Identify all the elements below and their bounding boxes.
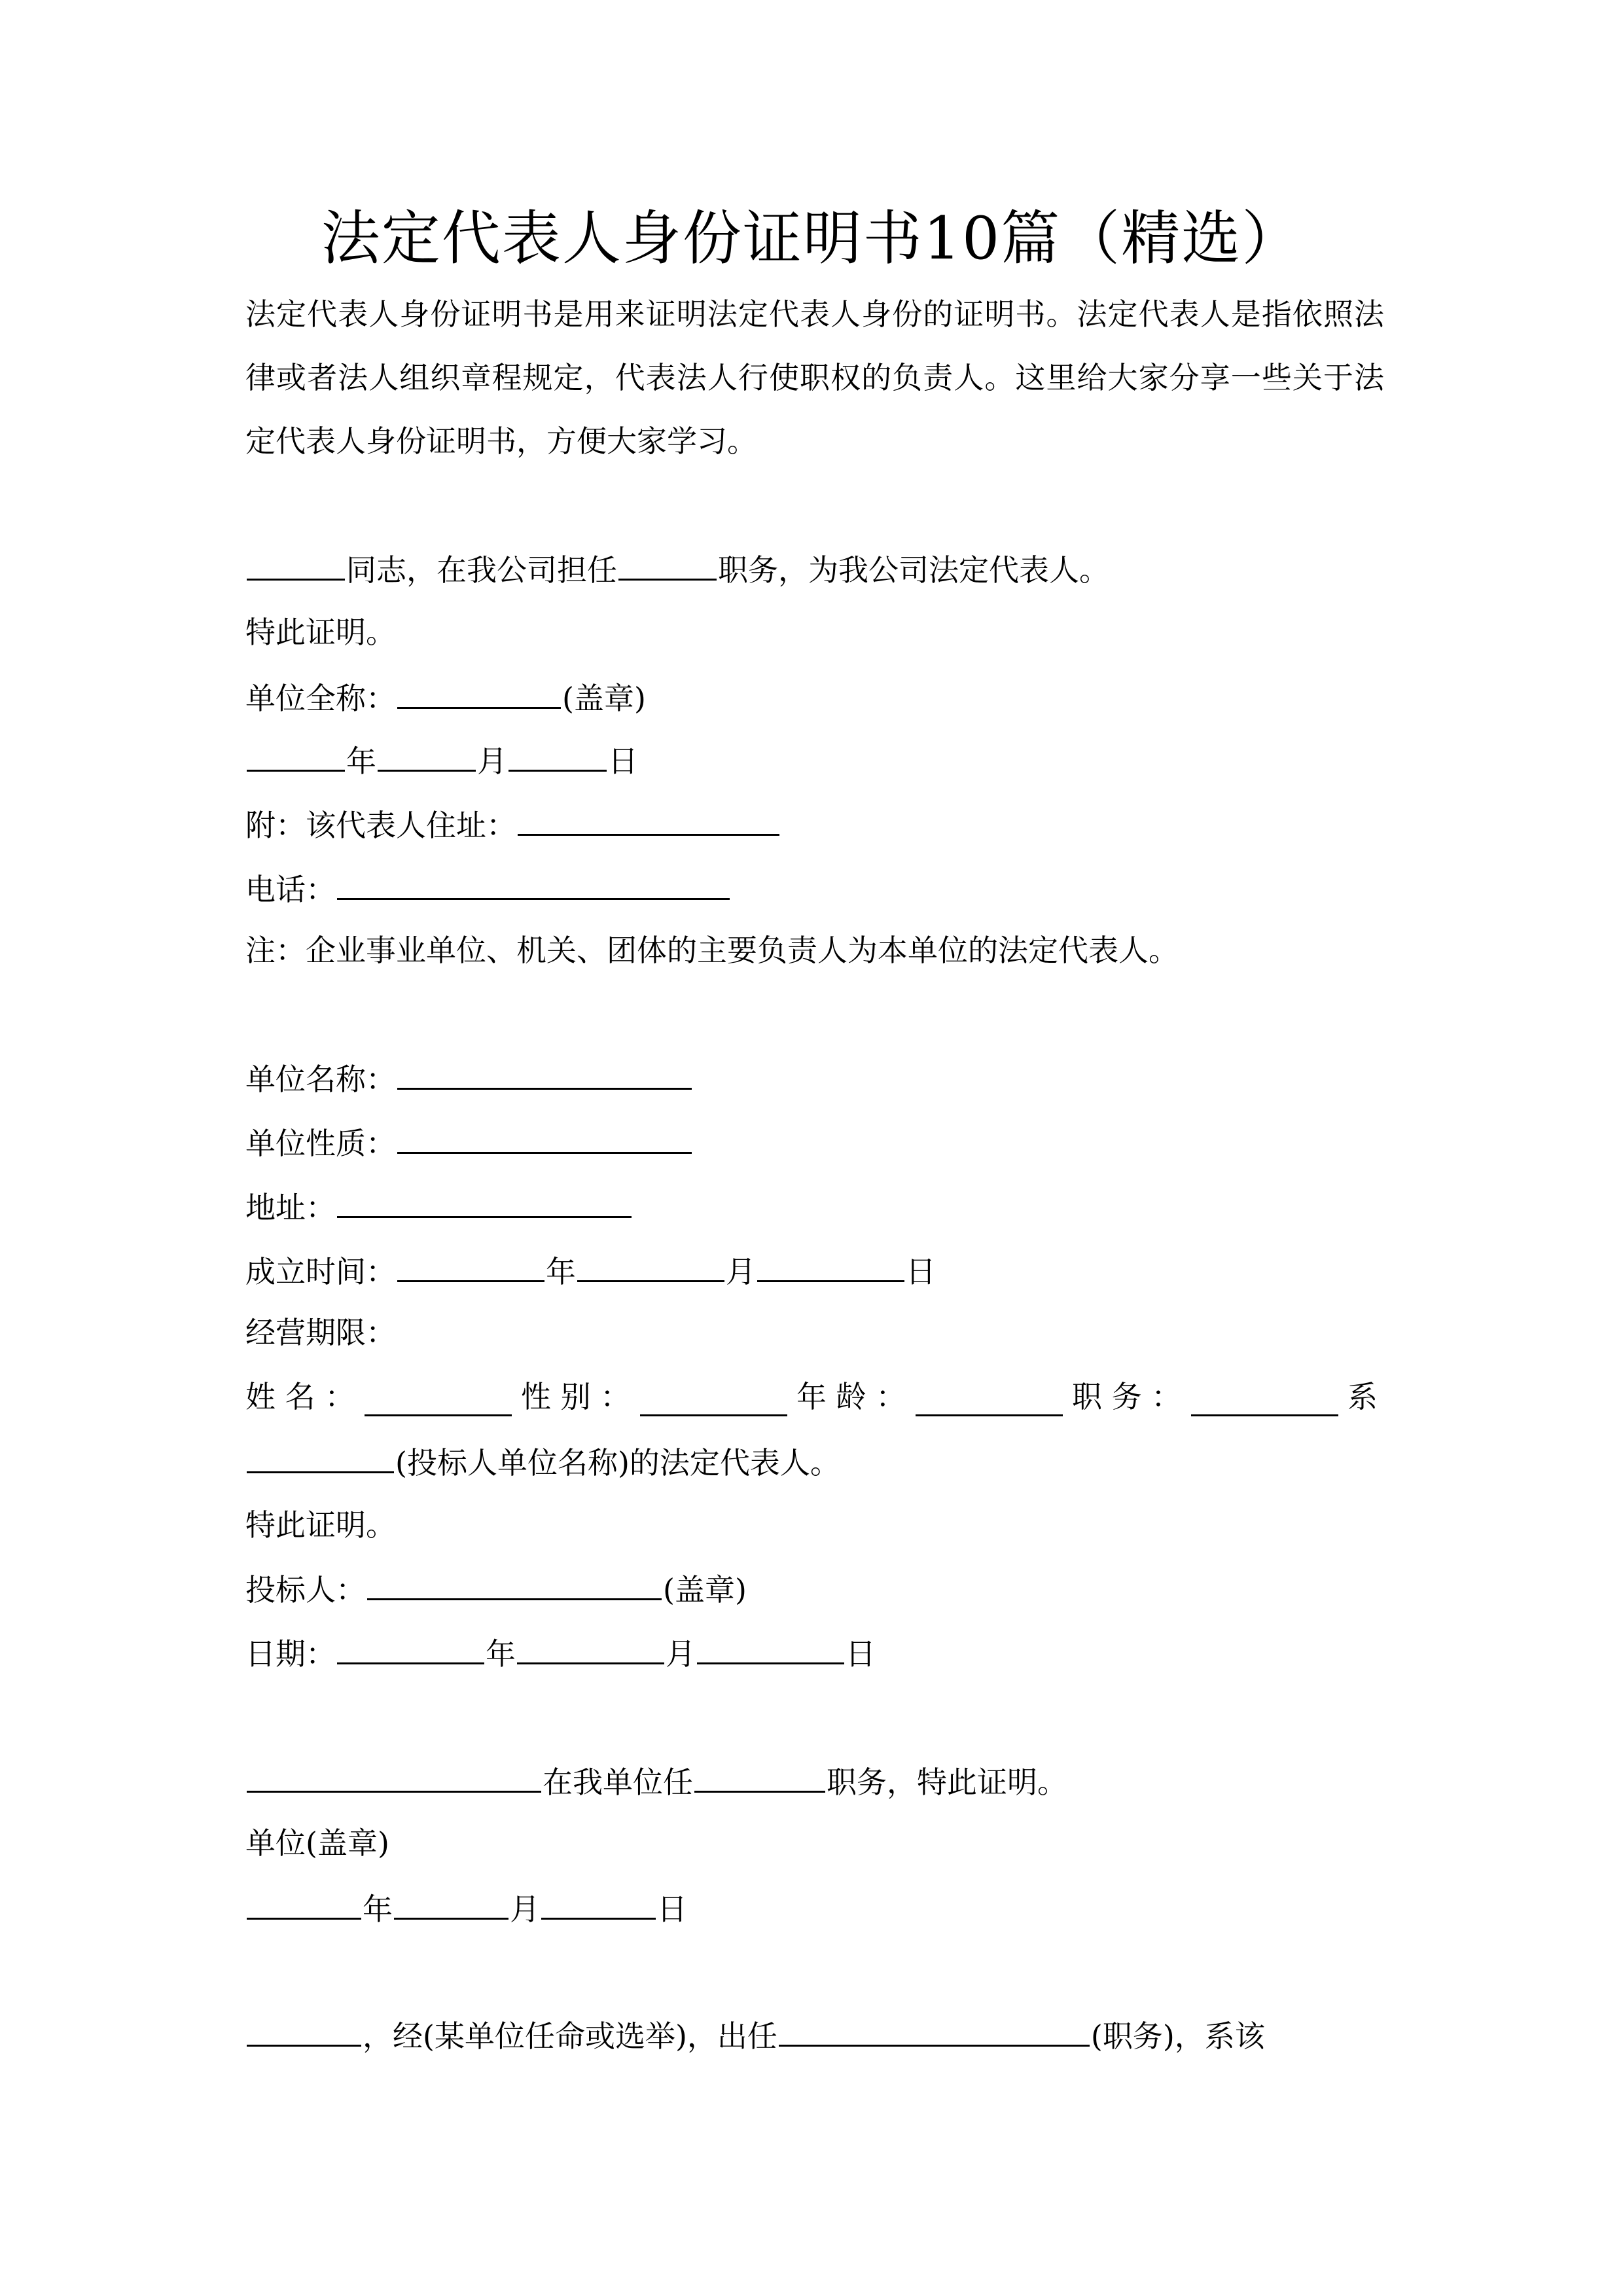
sec1-phone: 电话：	[245, 868, 731, 907]
sec1-note: 注：企业事业单位、机关、团体的主要负责人为本单位的法定代表人。	[245, 933, 1179, 968]
blank-field[interactable]	[1191, 1384, 1338, 1416]
blank-field[interactable]	[508, 740, 607, 772]
blank-field[interactable]	[518, 804, 779, 836]
blank-field[interactable]	[337, 868, 730, 900]
blank-field[interactable]	[618, 548, 717, 581]
sec2-bidder: 投标人： (盖章)	[245, 1568, 747, 1607]
sec2-date: 日期： 年 月 日	[245, 1632, 876, 1672]
blank-field[interactable]	[757, 1250, 904, 1282]
blank-field[interactable]	[247, 1441, 394, 1473]
blank-field[interactable]	[394, 1888, 508, 1920]
blank-field[interactable]	[337, 1632, 484, 1664]
blank-field[interactable]	[694, 1761, 825, 1793]
blank-field[interactable]	[365, 1384, 512, 1416]
blank-field[interactable]	[397, 1122, 692, 1154]
blank-field[interactable]	[367, 1568, 662, 1600]
sec2-certify: 特此证明。	[245, 1507, 396, 1543]
intro-paragraph: 法定代表人身份证明书是用来证明法定代表人身份的证明书。法定代表人是指依照法律或者法人组织章程规定，代表法人行使职权的负责人。这里给大家分享一些关于法定代表人身份证明书，方便大家学习。	[245, 296, 1384, 459]
sec2-founded: 成立时间： 年 月 日	[245, 1250, 936, 1289]
blank-field[interactable]	[640, 1384, 787, 1416]
blank-field[interactable]	[697, 1632, 844, 1664]
blank-field[interactable]	[577, 1250, 724, 1282]
sec4-appointment: ，经(某单位任命或选举)，出任 (职务)，系该	[245, 2015, 1265, 2054]
blank-field[interactable]	[397, 677, 561, 709]
sec1-line-comrade: 同志，在我公司担任 职务，为我公司法定代表人。	[245, 548, 1109, 588]
blank-field[interactable]	[397, 1250, 544, 1282]
blank-field[interactable]	[378, 740, 476, 772]
blank-field[interactable]	[916, 1384, 1063, 1416]
sec3-unit-seal: 单位(盖章)	[245, 1825, 389, 1861]
sec2-unit-name: 单位名称：	[245, 1058, 693, 1097]
sec2-person-info: 姓 名 ： 性 别 ： 年 龄 ： 职 务 ： 系	[245, 1377, 1378, 1416]
sec2-term: 经营期限：	[245, 1315, 396, 1350]
blank-field[interactable]	[541, 1888, 656, 1920]
blank-field[interactable]	[247, 740, 345, 772]
blank-field[interactable]	[247, 2015, 361, 2047]
blank-field[interactable]	[337, 1186, 632, 1218]
blank-field[interactable]	[247, 1761, 541, 1793]
sec1-address: 附：该代表人住址：	[245, 804, 781, 843]
sec2-unit-nature: 单位性质：	[245, 1122, 693, 1161]
blank-field[interactable]	[397, 1058, 692, 1090]
blank-field[interactable]	[779, 2015, 1090, 2047]
blank-field[interactable]	[247, 548, 345, 581]
sec1-certify: 特此证明。	[245, 615, 396, 650]
blank-field[interactable]	[517, 1632, 664, 1664]
sec1-unit-fullname: 单位全称： (盖章)	[245, 677, 646, 716]
sec3-position: 在我单位任 职务，特此证明。	[245, 1761, 1067, 1800]
blank-field[interactable]	[247, 1888, 361, 1920]
sec3-date: 年 月 日	[245, 1888, 687, 1927]
document-title: 法定代表人身份证明书10篇（精选）	[321, 204, 1302, 273]
sec2-address: 地址：	[245, 1186, 633, 1225]
sec2-legal-rep: (投标人单位名称)的法定代表人。	[245, 1441, 840, 1480]
sec1-date: 年 月 日	[245, 740, 638, 779]
